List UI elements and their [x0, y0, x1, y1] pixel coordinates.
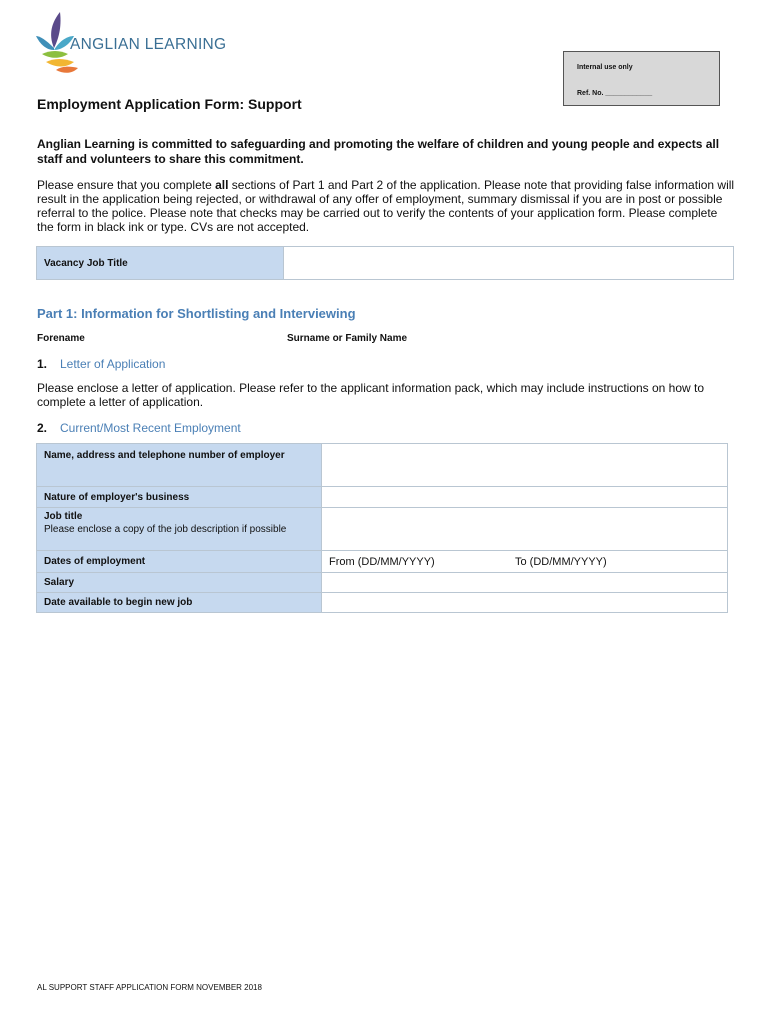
section1-number: 1.	[37, 357, 48, 371]
section1-title: Letter of Application	[60, 357, 166, 371]
salary-label: Salary	[37, 573, 322, 593]
employer-label: Name, address and telephone number of employer	[37, 444, 322, 487]
employer-input[interactable]	[322, 444, 728, 487]
surname-label: Surname or Family Name	[287, 333, 408, 344]
table-row	[37, 487, 728, 508]
available-input[interactable]	[322, 593, 728, 613]
table-row	[37, 508, 728, 551]
form-title: Employment Application Form: Support	[37, 96, 302, 112]
available-label: Date available to begin new job	[37, 593, 322, 613]
section2-number: 2.	[37, 421, 48, 435]
section1-heading	[37, 357, 165, 371]
instructions-paragraph	[37, 178, 737, 234]
job-title-label: Job title	[44, 511, 83, 522]
business-input[interactable]	[322, 487, 728, 508]
footer-text: AL SUPPORT STAFF APPLICATION FORM NOVEMBER 2018	[37, 983, 262, 992]
dates-label: Dates of employment	[37, 551, 322, 573]
safeguarding-statement: Anglian Learning is committed to safeguarding and promoting the welfare of children and young people and expects all staff and volunteers to share this commitment.	[37, 137, 720, 166]
dates-input[interactable]	[322, 551, 728, 573]
table-row	[37, 551, 728, 573]
section2-heading	[37, 421, 241, 435]
business-label: Nature of employer's business	[37, 487, 322, 508]
date-from-label: From (DD/MM/YYYY)	[329, 555, 435, 568]
vacancy-input[interactable]	[284, 247, 733, 279]
section2-title: Current/Most Recent Employment	[60, 421, 241, 435]
section1-text: Please enclose a letter of application. Please refer to the applicant information pack, which may include instructions on how to complete a letter of application.	[37, 381, 705, 409]
job-title-note: Please enclose a copy of the job description if possible	[44, 524, 287, 535]
job-title-cell	[37, 508, 322, 551]
ref-no-field: Ref. No. ____________	[577, 90, 653, 97]
table-row	[37, 573, 728, 593]
internal-use-label: Internal use only	[577, 64, 633, 71]
table-row	[37, 444, 728, 487]
vacancy-label: Vacancy Job Title	[37, 247, 284, 279]
salary-input[interactable]	[322, 573, 728, 593]
instructions-text-1: Please ensure that you complete	[37, 178, 216, 192]
vacancy-row	[36, 246, 734, 280]
table-row	[37, 593, 728, 613]
date-to-label: To (DD/MM/YYYY)	[515, 555, 607, 568]
forename-label: Forename	[37, 333, 85, 344]
job-title-input[interactable]	[322, 508, 728, 551]
employment-table	[36, 443, 728, 613]
instructions-bold: all	[215, 178, 229, 192]
part1-heading: Part 1: Information for Shortlisting and Interviewing	[37, 306, 356, 321]
instructions-text-2: sections of Part 1 and Part 2 of the application. Please note that providing false information will result in the application being rejected, or withdrawal of any offer of employment, summary dismissal if you are in post or possible referral to the police. Please note that checks may be carried out to verify the contents of your application form. Please complete the form in black ink or type. CVs are not accepted.	[37, 178, 735, 234]
internal-use-box	[563, 51, 720, 106]
logo-wordmark: ANGLIAN LEARNING	[70, 36, 227, 53]
